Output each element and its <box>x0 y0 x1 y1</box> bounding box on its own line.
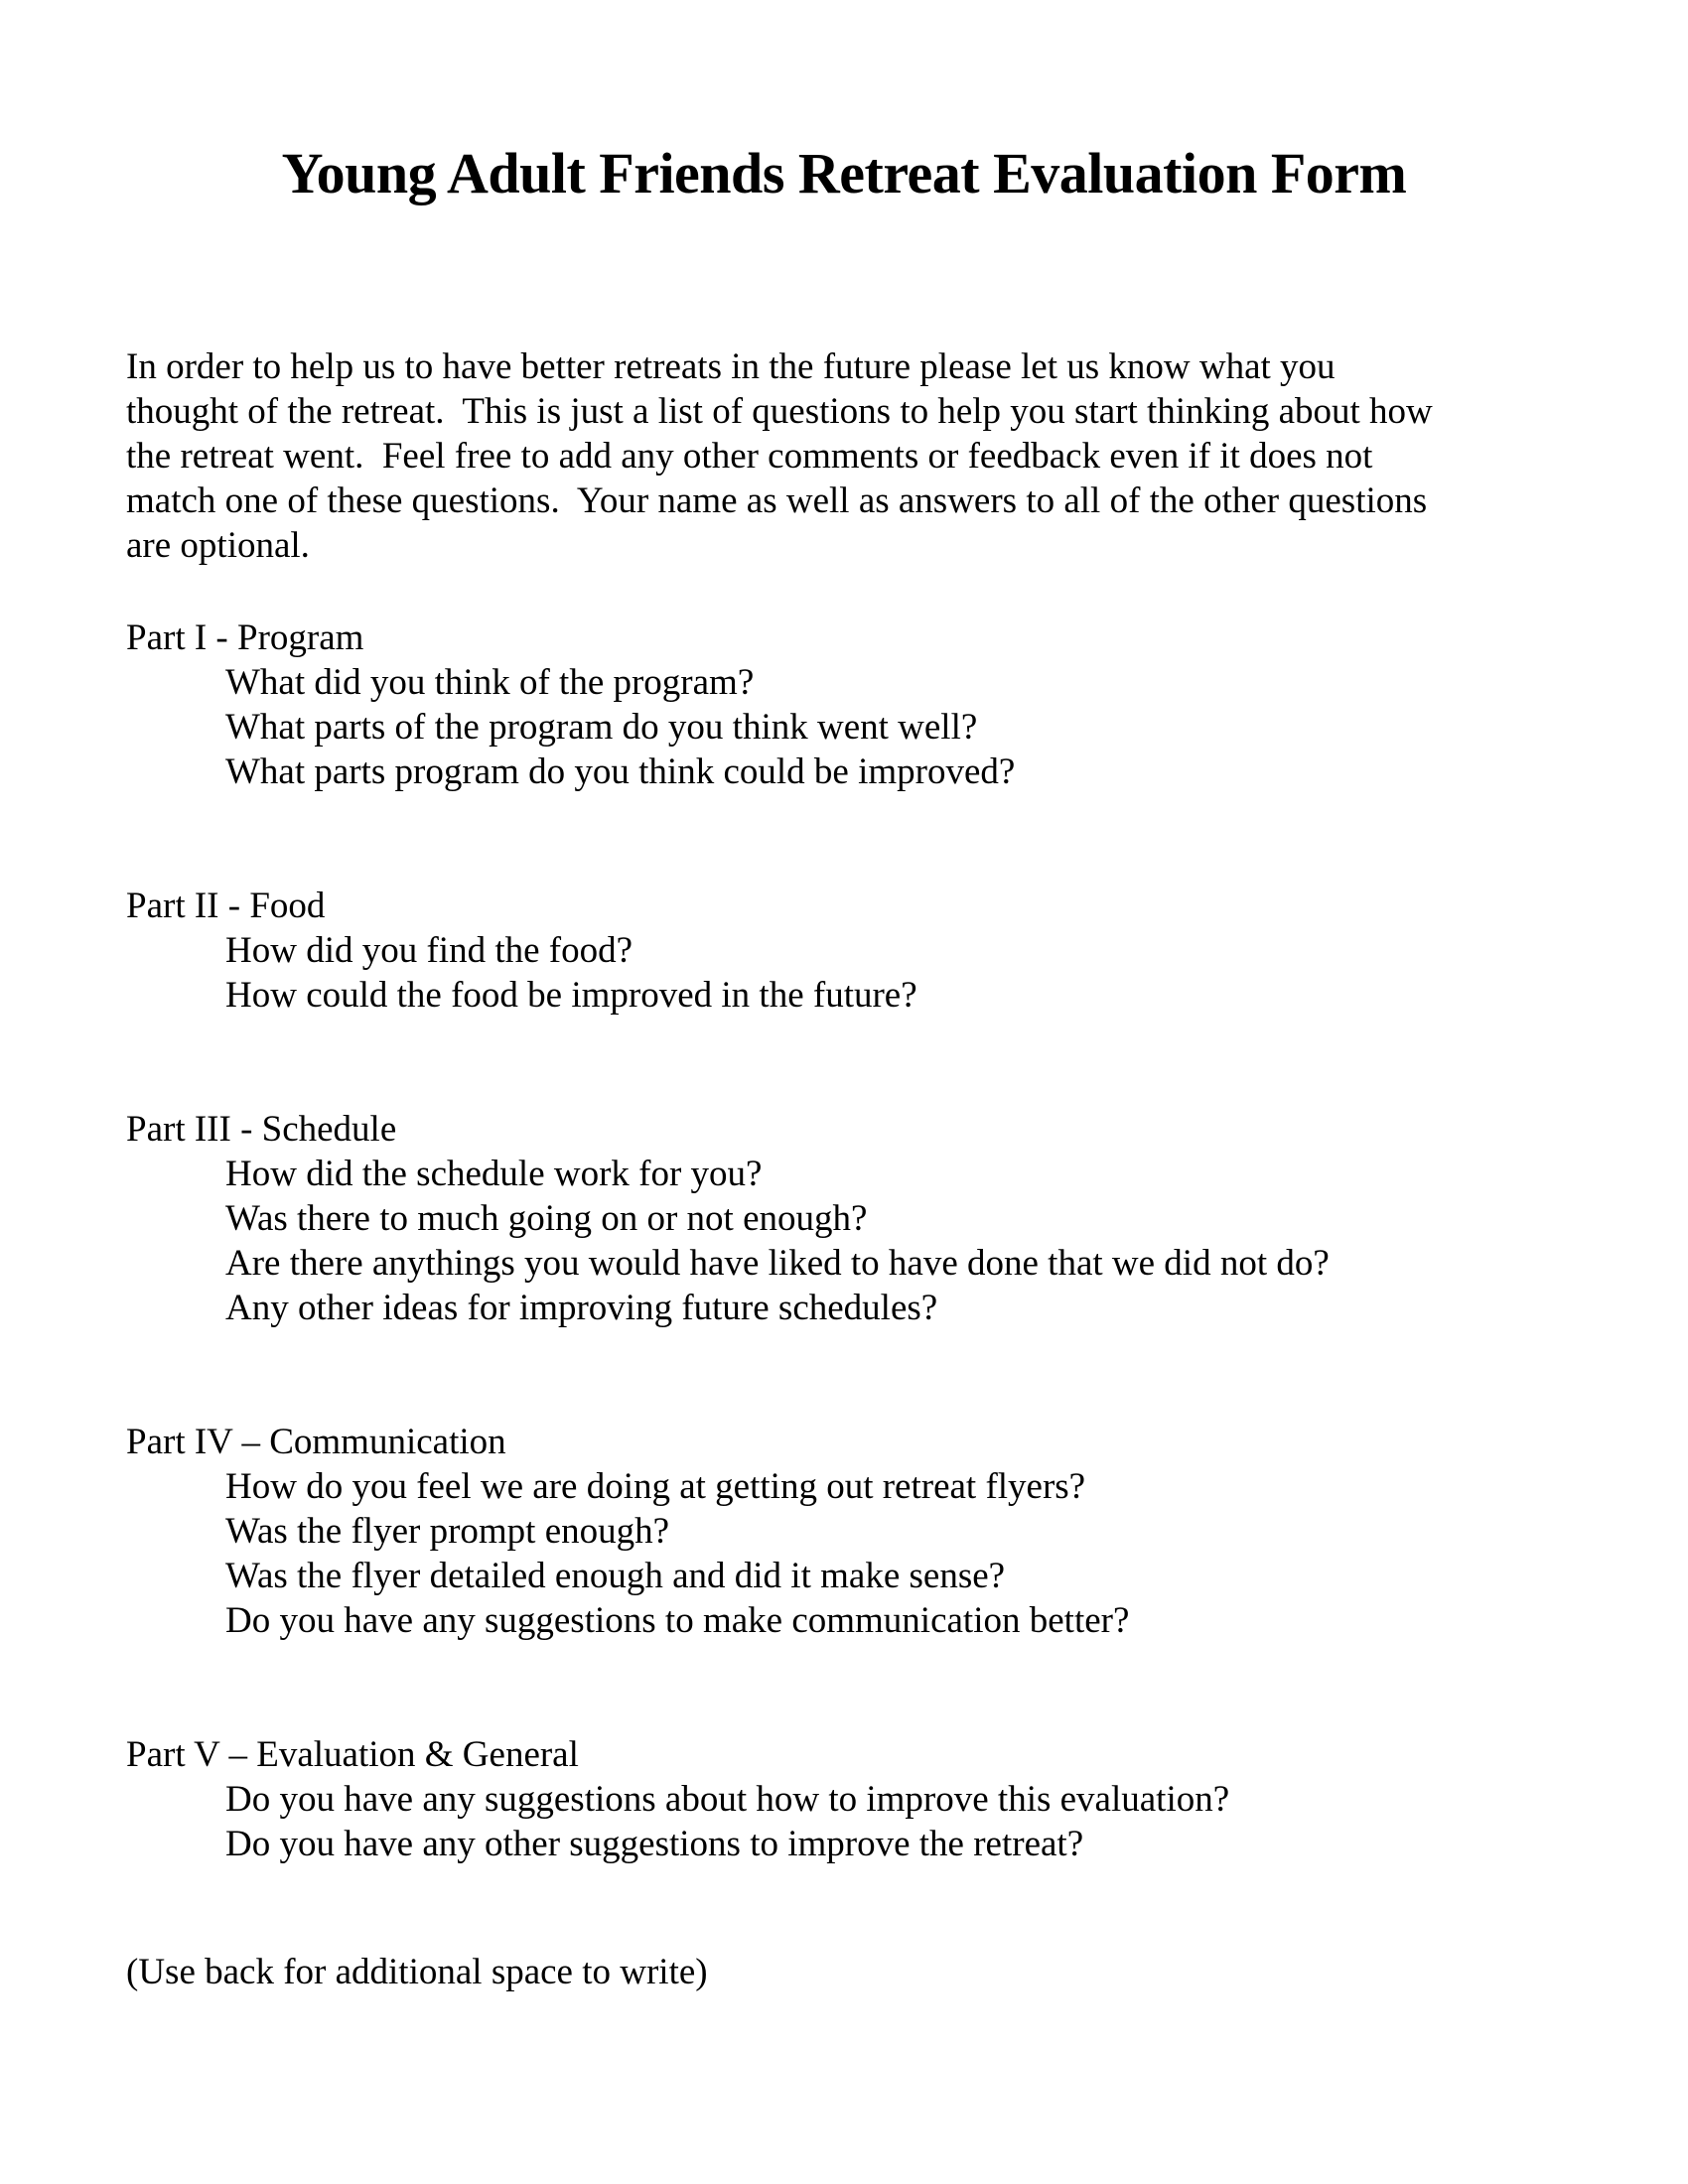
document-content <box>126 0 1562 1994</box>
question-line: How could the food be improved in the future? <box>225 975 917 1016</box>
section-heading: Part V – Evaluation & General <box>126 1734 579 1775</box>
intro-line: In order to help us to have better retreats in the future please let us know what you <box>126 346 1336 387</box>
section <box>126 1420 1562 1643</box>
question-line: Was the flyer detailed enough and did it make sense? <box>225 1556 1006 1596</box>
question-line: How do you feel we are doing at getting out retreat flyers? <box>225 1466 1086 1507</box>
intro-line: are optional. <box>126 525 310 566</box>
intro-line: the retreat went. Feel free to add any other comments or feedback even if it does not <box>126 436 1373 477</box>
question-line: Was there to much going on or not enough? <box>225 1198 868 1239</box>
section-heading: Part III - Schedule <box>126 1109 397 1150</box>
question-line: How did you find the food? <box>225 930 633 971</box>
section-heading: Part II - Food <box>126 886 326 926</box>
question-line: What parts program do you think could be improved? <box>225 751 1016 792</box>
section-heading: Part I - Program <box>126 617 364 658</box>
sections-container <box>126 615 1562 1866</box>
document-title: Young Adult Friends Retreat Evaluation Form <box>281 141 1407 205</box>
question-line: Any other ideas for improving future schedules? <box>225 1288 938 1328</box>
question-line: Do you have any suggestions about how to improve this evaluation? <box>225 1779 1230 1820</box>
question-line: How did the schedule work for you? <box>225 1154 763 1194</box>
section <box>126 615 1562 794</box>
question-line: Are there anythings you would have liked to have done that we did not do? <box>225 1243 1330 1284</box>
section <box>126 1107 1562 1330</box>
intro-line: thought of the retreat. This is just a list of questions to help you start thinking about how <box>126 391 1433 432</box>
question-line: What parts of the program do you think went well? <box>225 707 978 748</box>
section-heading: Part IV – Communication <box>126 1422 506 1462</box>
footer-note: (Use back for additional space to write) <box>126 1952 708 1992</box>
question-line: Do you have any suggestions to make communication better? <box>225 1600 1130 1641</box>
section <box>126 884 1562 1018</box>
question-line: What did you think of the program? <box>225 662 755 703</box>
intro-paragraph <box>126 344 1562 568</box>
intro-line: match one of these questions. Your name as well as answers to all of the other questions <box>126 480 1428 521</box>
section <box>126 1732 1562 1866</box>
question-line: Was the flyer prompt enough? <box>225 1511 670 1552</box>
question-line: Do you have any other suggestions to improve the retreat? <box>225 1824 1084 1864</box>
